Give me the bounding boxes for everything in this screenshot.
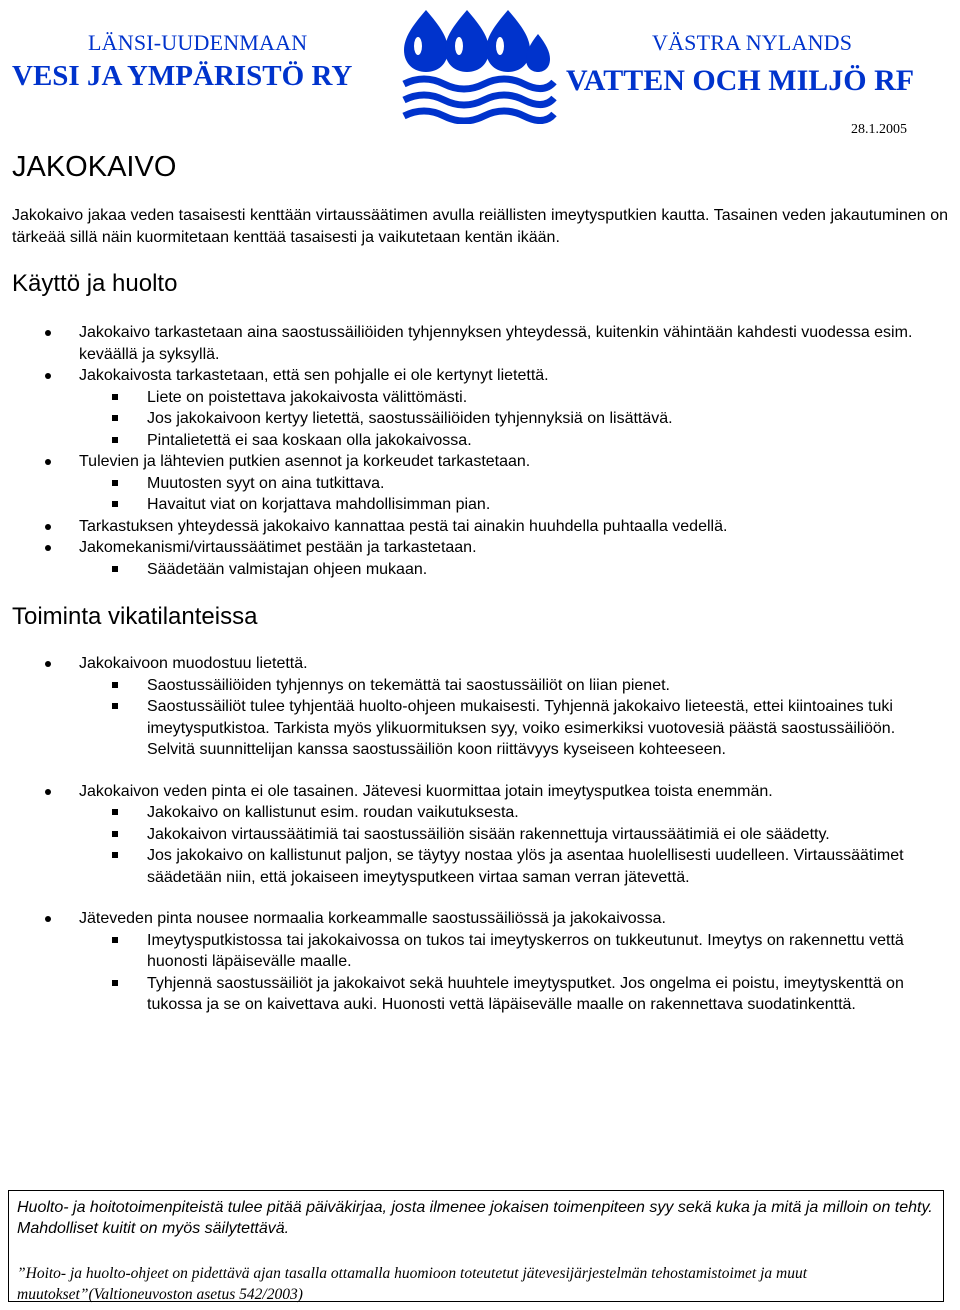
sub-list-item: Liete on poistettava jakokaivosta välittömästi. (0, 387, 940, 409)
square-bullet-icon (112, 415, 118, 421)
bullet-icon (45, 661, 51, 667)
sub-list-item: Tyhjennä saostussäiliöt ja jakokaivot sekä huuhtele imeytysputket. Jos ongelma ei poistu, imeytyskenttä on tukossa ja se on kaivettava auki. Huonosti vettä läpäisevälle maalle on rakennettava suodatinkenttä. (0, 973, 940, 1016)
org-name-finnish-region: LÄNSI-UUDENMAAN (88, 30, 308, 55)
document-date: 28.1.2005 (851, 122, 907, 137)
note-paragraph: Huolto- ja hoitotoimenpiteistä tulee pitää päiväkirjaa, josta ilmenee jokaisen toimenpiteen syy sekä kuka ja mitä ja milloin on tehty. Mahdolliset kuitit on myös säilytettävä. (17, 1199, 933, 1237)
bullet-icon (45, 524, 51, 530)
sub-list-item: Saostussäiliöt tulee tyhjentää huolto-ohjeen mukaisesti. Tyhjennä jakokaivo lieteestä, ettei kiintoaines tuki imeytysputkistoa. Tarkista myös ylikuormituksen syy, voiko esimerkiksi vuotovesiä päästä saostussäiliöön. Selvitä suunnittelijan kanssa saostussäiliön koon riittävyys kyseiseen kohteeseen. (0, 696, 940, 761)
square-bullet-icon (112, 480, 118, 486)
square-bullet-icon (112, 809, 118, 815)
square-bullet-icon (112, 852, 118, 858)
maintenance-list (0, 322, 940, 580)
water-drops-logo-icon (398, 4, 558, 124)
sub-list-item: Saostussäiliöiden tyhjennys on tekemättä tai saostussäiliöt on liian pienet. (0, 675, 940, 697)
bullet-icon (45, 545, 51, 551)
list-item: Jakomekanismi/virtaussäätimet pestään ja tarkastetaan. (0, 537, 940, 559)
org-name-swedish-region: VÄSTRA NYLANDS (652, 30, 853, 55)
page-title: JAKOKAIVO (12, 151, 177, 183)
bullet-icon (45, 373, 51, 379)
square-bullet-icon (112, 937, 118, 943)
regulation-quote: ”Hoito- ja huolto-ohjeet on pidettävä ajan tasalla ottamalla huomioon toteutetut jätevesijärjestelmän tehostamistoimet ja muut muutokset”(Valtioneuvoston asetus 542/2003) (17, 1265, 808, 1303)
maintenance-log-note-box (8, 1190, 944, 1302)
square-bullet-icon (112, 831, 118, 837)
square-bullet-icon (112, 437, 118, 443)
intro-paragraph: Jakokaivo jakaa veden tasaisesti kenttään virtaussäätimen avulla reiällisten imeytysputkien kautta. Tasainen veden jakautuminen on tärkeää sillä näin kuormitetaan kenttää tasaisesti ja vaikutetaan kentän ikään. (12, 207, 948, 246)
sub-list-item: Havaitut viat on korjattava mahdollisimman pian. (0, 494, 940, 516)
bullet-icon (45, 459, 51, 465)
list-item: Jäteveden pinta nousee normaalia korkeammalle saostussäiliössä ja jakokaivossa. (0, 908, 940, 930)
sub-list-item: Jakokaivo on kallistunut esim. roudan vaikutuksesta. (0, 802, 940, 824)
sub-list-item: Pintalietettä ei saa koskaan olla jakokaivossa. (0, 430, 940, 452)
list-spacer (0, 888, 940, 908)
bullet-icon (45, 789, 51, 795)
bullet-icon (45, 916, 51, 922)
org-name-finnish: VESI JA YMPÄRISTÖ RY (12, 60, 353, 92)
list-item: Tarkastuksen yhteydessä jakokaivo kannattaa pestä tai ainakin huuhdella puhtaalla vedellä. (0, 516, 940, 538)
square-bullet-icon (112, 703, 118, 709)
square-bullet-icon (112, 682, 118, 688)
list-item: Jakokaivo tarkastetaan aina saostussäiliöiden tyhjennyksen yhteydessä, kuitenkin vähintään kahdesti vuodessa esim. keväällä ja syksyllä. (0, 322, 940, 365)
bullet-icon (45, 330, 51, 336)
square-bullet-icon (112, 394, 118, 400)
square-bullet-icon (112, 501, 118, 507)
sub-list-item: Jos jakokaivoon kertyy lietettä, saostussäiliöiden tyhjennyksiä on lisättävä. (0, 408, 940, 430)
sub-list-item: Jos jakokaivo on kallistunut paljon, se täytyy nostaa ylös ja asentaa huolellisesti uudelleen. Virtaussäätimet säädetään niin, että jokaiseen imeytysputkeen virtaa saman verran jätevettä. (0, 845, 940, 888)
troubleshooting-list (0, 653, 940, 1016)
list-item: Jakokaivon veden pinta ei ole tasainen. Jätevesi kuormittaa jotain imeytysputkea toista enemmän. (0, 781, 940, 803)
list-item: Jakokaivoon muodostuu lietettä. (0, 653, 940, 675)
list-item: Jakokaivosta tarkastetaan, että sen pohjalle ei ole kertynyt lietettä. (0, 365, 940, 387)
sub-list-item: Imeytysputkistossa tai jakokaivossa on tukos tai imeytyskerros on tukkeutunut. Imeytys on rakennettu vettä huonosti läpäisevälle maalle. (0, 930, 940, 973)
sub-list-item: Muutosten syyt on aina tutkittava. (0, 473, 940, 495)
section-heading-toiminta: Toiminta vikatilanteissa (12, 603, 258, 630)
sub-list-item: Jakokaivon virtaussäätimiä tai saostussäiliön sisään rakennettuja virtaussäätimiä ei ole säädetty. (0, 824, 940, 846)
square-bullet-icon (112, 566, 118, 572)
org-name-swedish: VATTEN OCH MILJÖ RF (566, 64, 915, 97)
list-item: Tulevien ja lähtevien putkien asennot ja korkeudet tarkastetaan. (0, 451, 940, 473)
square-bullet-icon (112, 980, 118, 986)
sub-list-item: Säädetään valmistajan ohjeen mukaan. (0, 559, 940, 581)
section-heading-kaytto: Käyttö ja huolto (12, 270, 178, 297)
list-spacer (0, 761, 940, 781)
